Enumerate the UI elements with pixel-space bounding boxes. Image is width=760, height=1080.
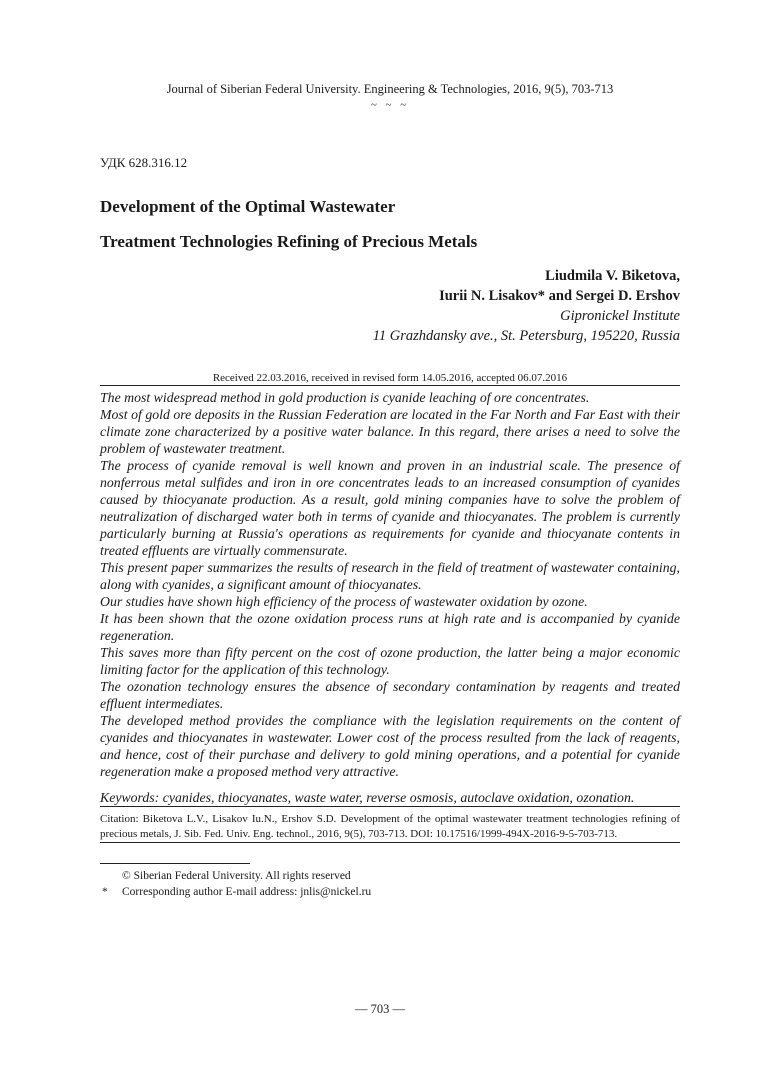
page-content xyxy=(100,0,680,900)
affiliation: Gipronickel Institute xyxy=(560,308,680,324)
abstract-paragraph: It has been shown that the ozone oxidation process runs at high rate and is accompanied by cyanide regeneration. xyxy=(100,611,680,643)
citation-note: Citation: Biketova L.V., Lisakov Iu.N., Ershov S.D. Development of the optimal wastewater treatment technologies refining of precious metals, J. Sib. Fed. Univ. Eng. technol., 2016, 9(5), 703-713. DOI: 10.17516/1999-494X-2016-9-5-703-713. xyxy=(100,813,680,840)
udc-code: УДК 628.316.12 xyxy=(100,155,188,170)
abstract-paragraph: The ozonation technology ensures the absence of secondary contamination by reagents and treated effluent intermediates. xyxy=(100,679,680,711)
authors-block xyxy=(100,266,680,346)
divider-abstract-top xyxy=(100,385,680,386)
divider-citation-top xyxy=(100,806,680,807)
abstract-paragraph: Most of gold ore deposits in the Russian Federation are located in the Far North and Far East with their climate zone characterized by a positive water balance. In this regard, there arises a need to solve the problem of wastewater treatment. xyxy=(100,407,680,456)
article-title-line-2: Treatment Technologies Refining of Precious Metals xyxy=(100,232,478,251)
abstract-paragraph: The most widespread method in gold production is cyanide leaching of ore concentrates. xyxy=(100,390,590,405)
abstract-paragraph: The process of cyanide removal is well known and proven in an industrial scale. The presence of nonferrous metal sulfides and iron in ore concentrates leads to an increased consumption of cyanides caused by thiocyanate production. As a result, gold mining companies have to solve the problem of neutralization of discharged water both in terms of cyanide and thiocyanates. The problem is currently particularly burning at Russia's operations as requirements for cyanide and thiocyanate contents in treated effluents are virtually commensurate. xyxy=(100,458,680,558)
received-dates: Received 22.03.2016, received in revised form 14.05.2016, accepted 06.07.2016 xyxy=(212,372,568,384)
author-line-1: Liudmila V. Biketova, xyxy=(545,268,680,284)
abstract-paragraph: This saves more than fifty percent on the cost of ozone production, the latter being a major economic limiting factor for the application of this technology. xyxy=(100,645,680,677)
abstract-paragraph: Our studies have shown high efficiency of the process of wastewater oxidation by ozone. xyxy=(100,594,588,609)
header-ornament: ~ ~ ~ xyxy=(370,99,410,111)
affiliation-address: 11 Grazhdansky ave., St. Petersburg, 195220, Russia xyxy=(372,328,680,344)
author-line-2: Iurii N. Lisakov* and Sergei D. Ershov xyxy=(439,288,680,304)
corresponding-author-note xyxy=(100,884,680,900)
divider-citation-bottom xyxy=(100,842,680,843)
keywords-line: Keywords: cyanides, thiocyanates, waste water, reverse osmosis, autoclave oxidation, ozonation. xyxy=(100,790,635,805)
article-title-line-1: Development of the Optimal Wastewater xyxy=(100,197,396,216)
abstract xyxy=(100,389,680,780)
corresponding-author-text: Corresponding author E-mail address: jnlis@nickel.ru xyxy=(122,886,372,898)
page-number: — 703 — xyxy=(355,1002,405,1016)
footnote-marker: * xyxy=(102,886,108,898)
abstract-paragraph: The developed method provides the compliance with the legislation requirements on the content of cyanides and thiocyanates in wastewater. Lower cost of the process resulted from the lack of reagents, and hence, cost of their purchase and delivery to gold mining operations, and a potential for cyanide regeneration make a proposed method very attractive. xyxy=(100,713,680,779)
article-title xyxy=(100,197,680,252)
journal-header: Journal of Siberian Federal University. Engineering & Technologies, 2016, 9(5), 703-713 xyxy=(166,82,614,96)
abstract-paragraph: This present paper summarizes the results of research in the field of treatment of wastewater containing, along with cyanides, a significant amount of thiocyanates. xyxy=(100,560,680,592)
footnote-divider xyxy=(100,863,250,864)
copyright-note: © Siberian Federal University. All rights reserved xyxy=(122,870,351,882)
footnote-block xyxy=(100,863,680,900)
